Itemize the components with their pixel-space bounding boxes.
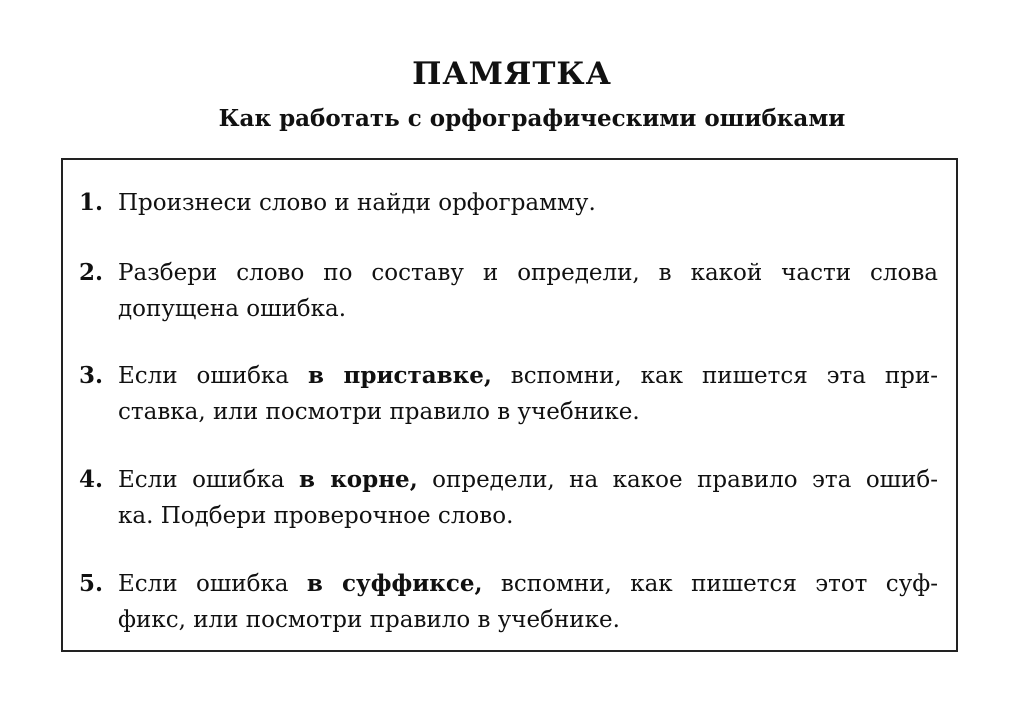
item-text-line-2: фикс, или посмотри правило в учебнике. [118, 607, 620, 633]
item-text-line-1 [118, 358, 938, 394]
item-number: 3. [79, 362, 104, 389]
item-text: Если ошибка [118, 571, 307, 597]
list-item [79, 358, 938, 430]
item-text: Произнеси слово и найди орфограмму. [118, 190, 596, 216]
emphasis-text: в приставке, [307, 362, 492, 389]
item-text-line-2: ка. Подбери проверочное слово. [118, 503, 514, 529]
item-text-line-1 [118, 462, 938, 498]
list-item [79, 185, 938, 221]
item-text-line-2: ставка, или посмотри правило в учебнике. [118, 399, 640, 425]
memo-box [61, 158, 958, 652]
page-subtitle: Как работать с орфографическими ошибками [218, 105, 846, 132]
emphasis-text: в корне, [299, 466, 418, 493]
item-number: 2. [79, 259, 104, 286]
item-number: 4. [79, 466, 104, 493]
item-number: 1. [79, 189, 104, 216]
item-text: вспомни, как пишется эта при- [491, 363, 939, 389]
item-text: вспомни, как пишется этот суф- [482, 571, 938, 597]
list-item [79, 462, 938, 534]
list-item [79, 566, 938, 638]
list-item [79, 255, 938, 327]
item-text: определи, на какое правило эта ошиб- [417, 467, 938, 493]
item-text-line-1 [118, 566, 938, 602]
item-text-line-2: допущена ошибка. [118, 296, 347, 322]
emphasis-text: в суффиксе, [306, 570, 483, 597]
item-text: Если ошибка [118, 363, 308, 389]
item-number: 5. [79, 570, 104, 597]
page-title: ПАМЯТКА [412, 56, 612, 92]
item-text: Если ошибка [118, 467, 300, 493]
item-text-line-1: Разбери слово по составу и определи, в какой части слова [118, 260, 938, 286]
